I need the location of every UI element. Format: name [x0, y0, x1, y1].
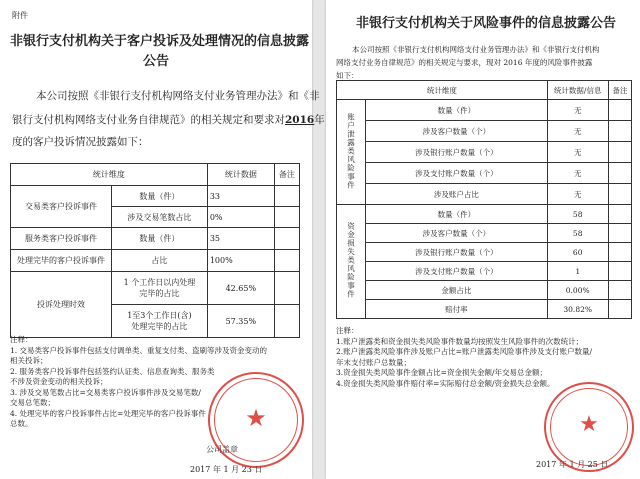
row-value: 无: [547, 121, 608, 142]
left-date: 2017 年 1 月 23 日: [190, 465, 263, 474]
complaint-stats-table: [10, 163, 300, 338]
right-para-line1: 本公司按照《非银行支付机构网络支付业务管理办法》和《非银行支付机构: [352, 45, 600, 54]
row-item: 涉及交易笔数占比: [112, 207, 208, 228]
company-seal-stamp: [544, 382, 634, 472]
row-group-transaction: 交易类客户投诉事件: [11, 186, 112, 228]
row-value: 无: [547, 142, 608, 163]
table-row: [337, 205, 632, 224]
row-group-processed: 处理完毕的客户投诉事件: [11, 250, 112, 272]
table-row: [11, 186, 300, 207]
left-para-line2: 银行支付机构网络支付业务自律规范》的相关规定和要求对2016年: [12, 114, 325, 126]
table-row: [337, 300, 632, 319]
row-group-timeliness: 投诉处理时效: [11, 272, 112, 338]
row-item: 数量（件）: [366, 100, 548, 121]
row-item: 涉及客户数量（个）: [366, 121, 548, 142]
seal-label: 公司盖章: [206, 445, 238, 454]
risk-event-table: [336, 80, 632, 319]
row-item: 涉及客户数量（个）: [366, 224, 548, 243]
row-item: 数量（件）: [112, 186, 208, 207]
left-para-year: 2016: [285, 114, 315, 126]
row-value: 35: [207, 228, 274, 250]
table-row: [337, 243, 632, 262]
row-remark: [608, 243, 631, 262]
table-row: [337, 224, 632, 243]
header-dimension: 统计维度: [337, 81, 548, 100]
table-row: [337, 121, 632, 142]
row-remark: [608, 205, 631, 224]
header-data: 统计数据/信息: [547, 81, 608, 100]
table-row: [337, 142, 632, 163]
row-item: 占比: [112, 250, 208, 272]
row-value: 无: [547, 163, 608, 184]
row-remark: [274, 207, 299, 228]
note-line: 2.账户泄露类风险事件涉及账户占比=账户泄露类风险事件涉及支付账户数量/: [336, 347, 592, 356]
row-remark: [608, 184, 631, 205]
row-item: 1 个工作日以内处理 完毕的占比: [112, 272, 208, 305]
row-item: 金额占比: [366, 281, 548, 300]
row-value: 无: [547, 184, 608, 205]
attachment-label: 附件: [12, 11, 28, 20]
row-item: 涉及银行账户数量（个）: [366, 142, 548, 163]
row-value: 0.00%: [547, 281, 608, 300]
row-remark: [608, 262, 631, 281]
table-row: [337, 100, 632, 121]
note-line: 2. 服务类客户投诉事件包括签约认证类、信息查询类、服务类: [10, 366, 215, 376]
row-item: 涉及银行账户数量（个）: [366, 243, 548, 262]
row-remark: [274, 228, 299, 250]
table-row: [11, 272, 300, 305]
row-group-fund-loss: 资金损失类风险事件: [337, 205, 366, 319]
note-line: 相关投诉；: [10, 356, 48, 365]
note-line: 不涉及资金变动的相关投诉；: [10, 377, 108, 386]
left-title-line1: 非银行支付机构关于客户投诉及处理情况的信息披露: [10, 34, 310, 49]
note-line: 4. 处理完毕的客户投诉事件占比=处理完毕的客户投诉事件: [10, 408, 206, 418]
row-value: 57.35%: [207, 305, 274, 338]
row-remark: [608, 224, 631, 243]
row-value: 58: [547, 205, 608, 224]
note-line: 1.账户泄露类和资金损失类风险事件数量均按照发生风险事件的次数统计；: [336, 336, 584, 346]
row-remark: [608, 100, 631, 121]
row-item: 赔付率: [366, 300, 548, 319]
right-date: 2017 年 1 月 25 日: [536, 460, 609, 469]
row-remark: [608, 121, 631, 142]
header-dimension: 统计维度: [11, 164, 208, 186]
row-item: 数量（件）: [366, 205, 548, 224]
row-remark: [274, 272, 299, 305]
row-value: 100%: [207, 250, 274, 272]
row-value: 30.82%: [547, 300, 608, 319]
row-value: 60: [547, 243, 608, 262]
table-row: [337, 184, 632, 205]
note-line: 1. 交易类客户投诉事件包括支付调单类、重复支付类、盗刷等涉及资金变动的: [10, 345, 268, 355]
right-document-page: [326, 0, 640, 479]
row-item: 1至3个工作日(含) 处理完毕的占比: [112, 305, 208, 338]
header-remarks: 备注: [274, 164, 299, 186]
note-line: 4.资金损失类风险事件赔付率=实际赔付总金额/资金损失总金额。: [336, 378, 555, 388]
left-para-line1: 本公司按照《非银行支付机构网络支付业务管理办法》和《非: [36, 90, 320, 102]
row-item: 涉及支付账户数量（个）: [366, 163, 548, 184]
note-line: 年末支付账户总数量；: [336, 357, 411, 367]
header-remarks: 备注: [608, 81, 631, 100]
right-para-line2: 网络支付业务自律规范》的相关规定与要求，现对 2016 年度的风险事件披露: [336, 58, 593, 67]
table-header-row: [11, 164, 300, 186]
row-remark: [274, 305, 299, 338]
row-value: 58: [547, 224, 608, 243]
row-remark: [608, 142, 631, 163]
company-seal-stamp: [208, 372, 304, 468]
row-remark: [274, 186, 299, 207]
row-group-service: 服务类客户投诉事件: [11, 228, 112, 250]
row-value: 33: [207, 186, 274, 207]
row-value: 0%: [207, 207, 274, 228]
table-row: [337, 163, 632, 184]
left-title-line2: 公告: [142, 54, 169, 69]
left-para-line3: 度的客户投诉情况披露如下：: [12, 136, 149, 148]
row-remark: [608, 163, 631, 184]
row-group-account-leak: 账户泄露类风险事件: [337, 100, 366, 205]
note-line: 总数。: [10, 419, 33, 428]
right-title: 非银行支付机构关于风险事件的信息披露公告: [356, 16, 617, 31]
table-header-row: [337, 81, 632, 100]
row-value: 1: [547, 262, 608, 281]
row-value: 42.65%: [207, 272, 274, 305]
row-remark: [608, 300, 631, 319]
row-value: 无: [547, 100, 608, 121]
table-row: [11, 228, 300, 250]
row-remark: [608, 281, 631, 300]
table-row: [11, 250, 300, 272]
right-notes: [336, 326, 592, 389]
row-item: 数量（件）: [112, 228, 208, 250]
star-icon: ★: [245, 404, 267, 432]
table-row: [337, 281, 632, 300]
header-data: 统计数据: [207, 164, 274, 186]
note-line: 3. 涉及交易笔数占比=交易类客户投诉事件涉及交易笔数/: [10, 387, 201, 397]
row-item: 涉及支付账户数量（个）: [366, 262, 548, 281]
table-row: [337, 262, 632, 281]
note-line: 3.资金损失类风险事件金额占比=资金损失金额/年交易总金额；: [336, 368, 547, 377]
note-line: 交易总笔数；: [10, 398, 55, 407]
note-line: 注释：: [10, 335, 33, 344]
star-icon: ★: [579, 412, 599, 437]
note-line: 注释：: [336, 326, 359, 335]
row-item: 涉及账户占比: [366, 184, 548, 205]
row-remark: [274, 250, 299, 272]
right-para-line3: 如下：: [336, 71, 359, 80]
